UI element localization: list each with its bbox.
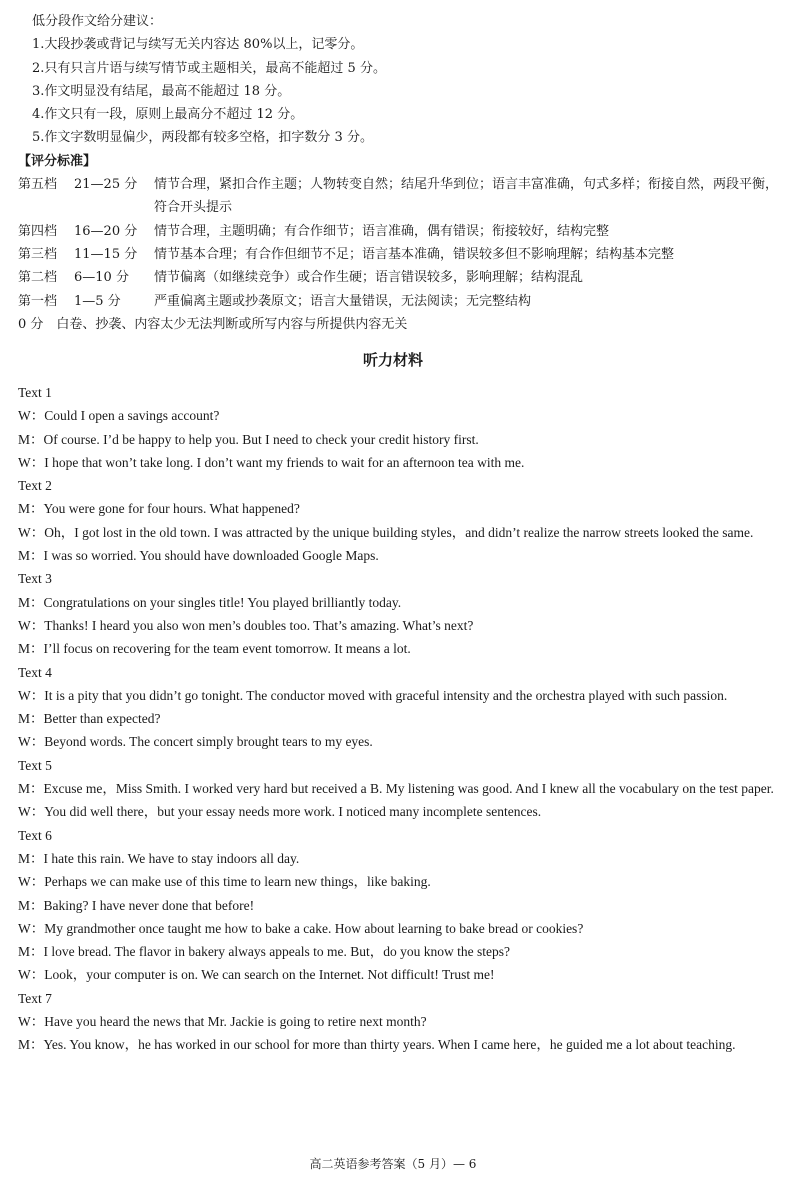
dialogue-line: W：My grandmother once taught me how to bake a cake. How about learning to bake bread or cookies? — [18, 920, 584, 936]
suggestion-item: 5.作文字数明显偏少，两段都有较多空格，扣字数分 3 分。 — [32, 130, 373, 146]
text-label: Text 2 — [18, 478, 52, 494]
text-label: Text 6 — [18, 827, 52, 843]
suggestion-item: 3.作文明显没有结尾，最高不能超过 18 分。 — [32, 83, 291, 99]
dialogue-line: W：Look，your computer is on. We can search on the Internet. Not difficult! Trust me! — [18, 967, 495, 983]
suggestion-item: 1.大段抄袭或背记与续写无关内容达 80%以上，记零分。 — [32, 37, 364, 53]
grade-range: 16—20 分 — [74, 223, 138, 239]
suggestion-item: 4.作文只有一段，原则上最高分不超过 12 分。 — [32, 107, 304, 123]
dialogue-line: W：Have you heard the news that Mr. Jackie is going to retire next month? — [18, 1014, 427, 1030]
dialogue-line: W：You did well there，but your essay needs more work. I noticed many incomplete sentences. — [18, 804, 542, 820]
scoring-section — [18, 10, 778, 336]
dialogue-line: M：Better than expected? — [18, 711, 161, 727]
dialogue-line: M：Congratulations on your singles title! You played brilliantly today. — [18, 594, 402, 610]
dialogue-line: M：I’ll focus on recovering for the team event tomorrow. It means a lot. — [18, 641, 411, 657]
grade-description: 情节合理，紧扣合作主题；人物转变自然；结尾升华到位；语言丰富准确，句式多样；衔接自然，两段平衡，符合开头提示 — [154, 177, 779, 216]
dialogue-line: M：I love bread. The flavor in bakery always appeals to me. But，do you know the steps? — [18, 944, 511, 960]
grade-level: 第五档 — [18, 177, 58, 193]
grade-level: 第四档 — [18, 223, 58, 239]
dialogue-line: M：Excuse me，Miss Smith. I worked very hard but received a B. My listening was good. And I knew all the vocabulary on the test paper. — [18, 781, 774, 797]
dialogue-line: W：Could I open a savings account? — [18, 408, 220, 424]
text-label: Text 3 — [18, 571, 52, 587]
dialogue-line: M：Baking? I have never done that before! — [18, 897, 255, 913]
grade-range: 21—25 分 — [74, 177, 138, 193]
grade-range: 1—5 分 — [74, 293, 121, 309]
dialogue-line: W：Thanks! I heard you also won men’s doubles too. That’s amazing. What’s next? — [18, 617, 474, 633]
listening-transcript — [18, 381, 774, 1057]
grade-description: 情节基本合理；有合作但细节不足；语言基本准确，错误较多但不影响理解；结构基本完整 — [154, 246, 675, 262]
grade-description: 严重偏离主题或抄袭原文；语言大量错误，无法阅读；无完整结构 — [154, 293, 532, 309]
listening-title: 听力材料 — [362, 351, 423, 369]
dialogue-line: W：Beyond words. The concert simply brought tears to my eyes. — [18, 734, 373, 750]
page-footer: 高二英语参考答案（5 月）— 6 — [309, 1157, 477, 1171]
dialogue-line: W：I hope that won’t take long. I don’t want my friends to wait for an afternoon tea with me. — [18, 454, 525, 470]
grade-level: 第三档 — [18, 246, 58, 262]
low-score-heading: 低分段作文给分建议： — [32, 14, 163, 29]
grade-range: 6—10 分 — [74, 270, 129, 286]
grade-row — [18, 266, 778, 289]
text-label: Text 1 — [18, 385, 52, 400]
dialogue-line: W：Perhaps we can make use of this time to learn new things，like baking. — [18, 874, 431, 890]
dialogue-line: M：Yes. You know，he has worked in our school for more than thirty years. When I came here，he guided me a lot about teaching. — [18, 1037, 736, 1053]
dialogue-line: M：I was so worried. You should have downloaded Google Maps. — [18, 548, 379, 564]
grade-row — [18, 243, 778, 266]
dialogue-line: W：Oh，I got lost in the old town. I was attracted by the unique building styles，and didn’t realize the narrow streets looked the same. — [18, 524, 754, 540]
grade-row — [18, 173, 778, 220]
suggestion-item: 2.只有只言片语与续写情节或主题相关，最高不能超过 5 分。 — [32, 60, 386, 76]
grade-row — [18, 290, 778, 313]
grade-range: 11—15 分 — [74, 246, 138, 262]
dialogue-line: W：It is a pity that you didn’t go tonight. The conductor moved with graceful intensity and the orchestra played with such passion. — [18, 687, 728, 703]
zero-score-line: 0 分 白卷、抄袭、内容太少无法判断或所写内容与所提供内容无关 — [18, 316, 408, 332]
dialogue-line: M：You were gone for four hours. What happened? — [18, 501, 300, 517]
dialogue-line: M：Of course. I’d be happy to help you. But I need to check your credit history first. — [18, 431, 479, 447]
grade-description: 情节偏离（如继续竞争）或合作生硬；语言错误较多，影响理解；结构混乱 — [154, 270, 584, 286]
dialogue-line: M：I hate this rain. We have to stay indoors all day. — [18, 850, 300, 866]
text-label: Text 5 — [18, 757, 52, 773]
grade-description: 情节合理，主题明确；有合作细节；语言准确，偶有错误；衔接较好，结构完整 — [154, 223, 610, 239]
grade-level: 第一档 — [18, 293, 58, 309]
rubric-heading: 【评分标准】 — [18, 153, 97, 169]
grade-row — [18, 220, 778, 243]
text-label: Text 7 — [18, 990, 52, 1006]
grade-level: 第二档 — [18, 270, 58, 286]
text-label: Text 4 — [18, 664, 52, 680]
